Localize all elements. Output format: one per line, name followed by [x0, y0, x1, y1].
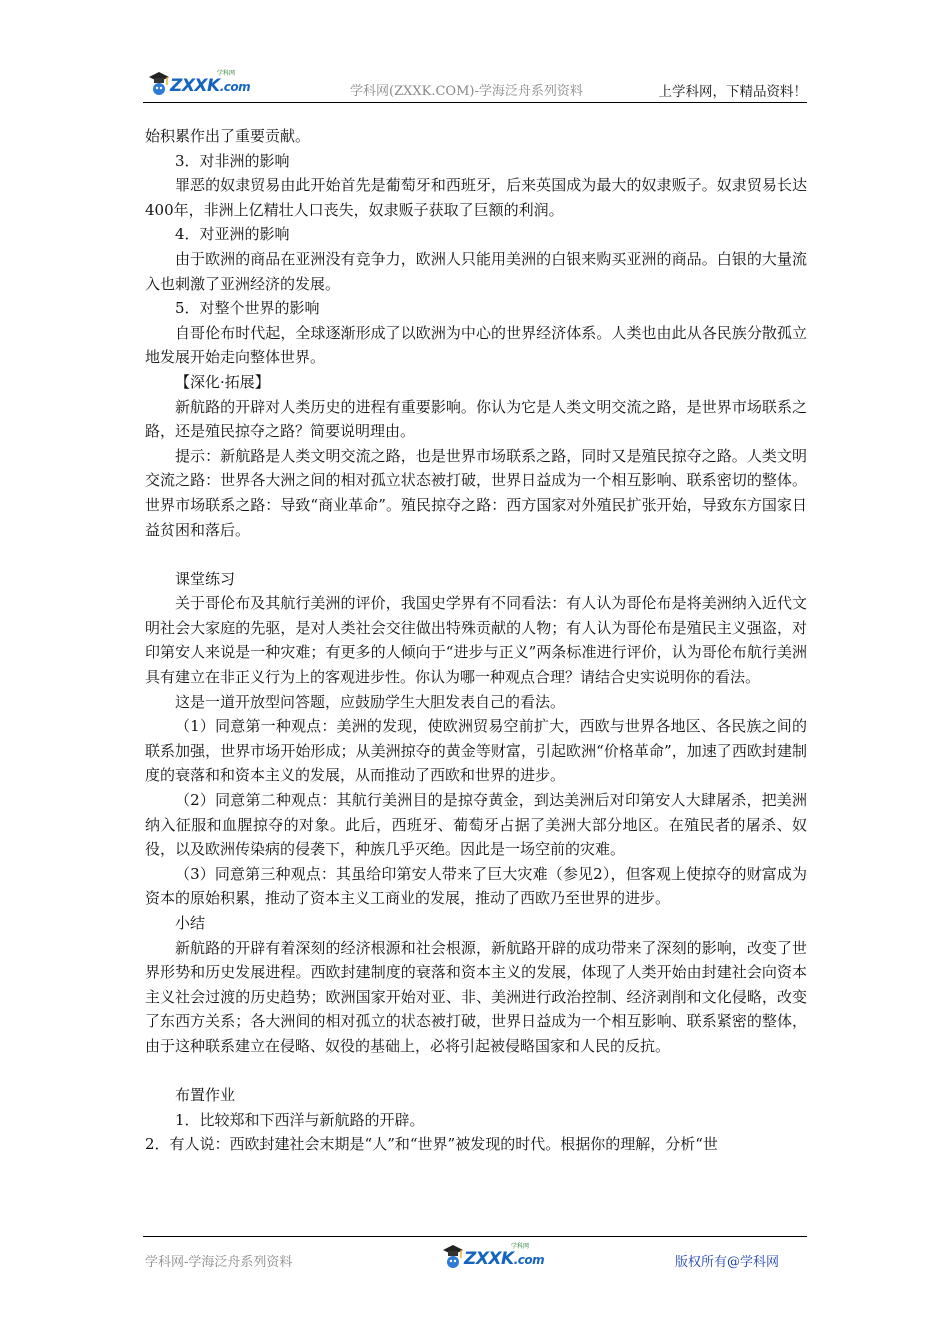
paragraph: 2．有人说：西欧封建社会末期是“人”和“世界”被发现的时代。根据你的理解，分析“世	[145, 1135, 718, 1154]
footer-zxxk-logo[interactable]	[443, 1241, 544, 1269]
paragraph: 4．对亚洲的影响	[175, 225, 290, 244]
paragraph: 新航路的开辟对人类历史的进程有重要影响。你认为它是人类文明交流之路，是世界市场联系之路，还是殖民掠夺之路？简要说明理由。	[145, 397, 807, 441]
paragraph: 关于哥伦布及其航行美洲的评价，我国史学界有不同看法：有人认为哥伦布是将美洲纳入近代文明社会大家庭的先驱，是对人类社会交往做出特殊贡献的人物；有人认为哥伦布是殖民主义强盗，对印第安人来说是一种灾难；有更多的人倾向于“进步与正义”两条标准进行评价，认为哥伦布航行美洲具有建立在非正义行为上的客观进步性。你认为哪一种观点合理？请结合史实说明你的看法。	[145, 594, 807, 687]
paragraph: 由于欧洲的商品在亚洲没有竞争力，欧洲人只能用美洲的白银来购买亚洲的商品。白银的大量流入也刺激了亚洲经济的发展。	[145, 249, 807, 293]
paragraph: 5．对整个世界的影响	[175, 299, 320, 318]
paragraph: 【深化·拓展】	[175, 372, 270, 391]
graduation-cap-icon	[149, 70, 169, 96]
logo-cn-text: 学科网	[511, 1243, 530, 1250]
paragraph: 罪恶的奴隶贸易由此开始首先是葡萄牙和西班牙，后来英国成为最大的奴隶贩子。奴隶贸易长达400年，非洲上亿精壮人口丧失，奴隶贩子获取了巨额的利润。	[145, 176, 807, 219]
header-right-text: 上学科网，下精品资料！	[658, 84, 807, 100]
paragraph: （1）同意第一种观点：美洲的发现，使欧洲贸易空前扩大，西欧与世界各地区、各民族之间的联系加强，世界市场开始形成；从美洲掠夺的黄金等财富，引起欧洲“价格革命”，加速了西欧封建制度的衰落和和资本主义的发展，从而推动了西欧和世界的进步。	[145, 717, 807, 785]
document-body	[145, 124, 807, 1157]
logo-cn-text: 学科网	[217, 70, 236, 77]
logo-text: ZXXK.com	[170, 76, 251, 96]
paragraph: 始积累作出了重要贡献。	[145, 127, 311, 145]
paragraph: 这是一道开放型问答题，应鼓励学生大胆发表自己的看法。	[175, 692, 566, 711]
paragraph: 布置作业	[175, 1086, 236, 1105]
paragraph: （2）同意第二种观点：其航行美洲目的是掠夺黄金，到达美洲后对印第安人大肆屠杀，把美洲纳入征服和血腥掠夺的对象。此后，西班牙、葡萄牙占据了美洲大部分地区。在殖民者的屠杀、奴役，以及欧洲传染病的侵袭下，种族几乎灭绝。因此是一场空前的灾难。	[145, 791, 807, 859]
paragraph: 小结	[175, 914, 206, 932]
paragraph: （3）同意第三种观点：其虽给印第安人带来了巨大灾难（参见2），但客观上使掠夺的财富成为资本的原始积累，推动了资本主义工商业的发展，推动了西欧乃至世界的进步。	[145, 864, 807, 908]
graduation-cap-icon	[443, 1243, 463, 1269]
paragraph: 3．对非洲的影响	[175, 151, 290, 170]
logo-text: ZXXK.com	[464, 1249, 545, 1269]
paragraph: 提示：新航路是人类文明交流之路，也是世界市场联系之路，同时又是殖民掠夺之路。人类文明交流之路：世界各大洲之间的相对孤立状态被打破，世界日益成为一个相互影响、联系密切的整体。世界市场联系之路：导致“商业革命”。殖民掠夺之路：西方国家对外殖民扩张开始，导致东方国家日益贫困和落后。	[145, 446, 807, 539]
paragraph: 课堂练习	[175, 569, 236, 588]
footer-left-text: 学科网-学海泛舟系列资料	[145, 1255, 293, 1270]
footer-copyright-link[interactable]: 版权所有@学科网	[674, 1255, 779, 1270]
header-center-text: 学科网(ZXXK.COM)-学海泛舟系列资料	[350, 84, 583, 99]
paragraph: 新航路的开辟有着深刻的经济根源和社会根源，新航路开辟的成功带来了深刻的影响，改变了世界形势和历史发展进程。西欧封建制度的衰落和资本主义的发展，体现了人类开始由封建社会向资本主义社会过渡的历史趋势；欧洲国家开始对亚、非、美洲进行政治控制、经济剥削和文化侵略，改变了东西方关系；各大洲间的相对孤立的状态被打破，世界日益成为一个相互影响、联系紧密的整体，由于这种联系建立在侵略、奴役的基础上，必将引起被侵略国家和人民的反抗。	[145, 938, 807, 1055]
page-header	[143, 66, 807, 103]
paragraph: 自哥伦布时代起，全球逐渐形成了以欧洲为中心的世界经济体系。人类也由此从各民族分散孤立地发展开始走向整体世界。	[145, 323, 807, 367]
paragraph: 1．比较郑和下西洋与新航路的开辟。	[175, 1110, 425, 1129]
zxxk-logo[interactable]	[149, 68, 250, 96]
page-footer	[143, 1236, 807, 1270]
